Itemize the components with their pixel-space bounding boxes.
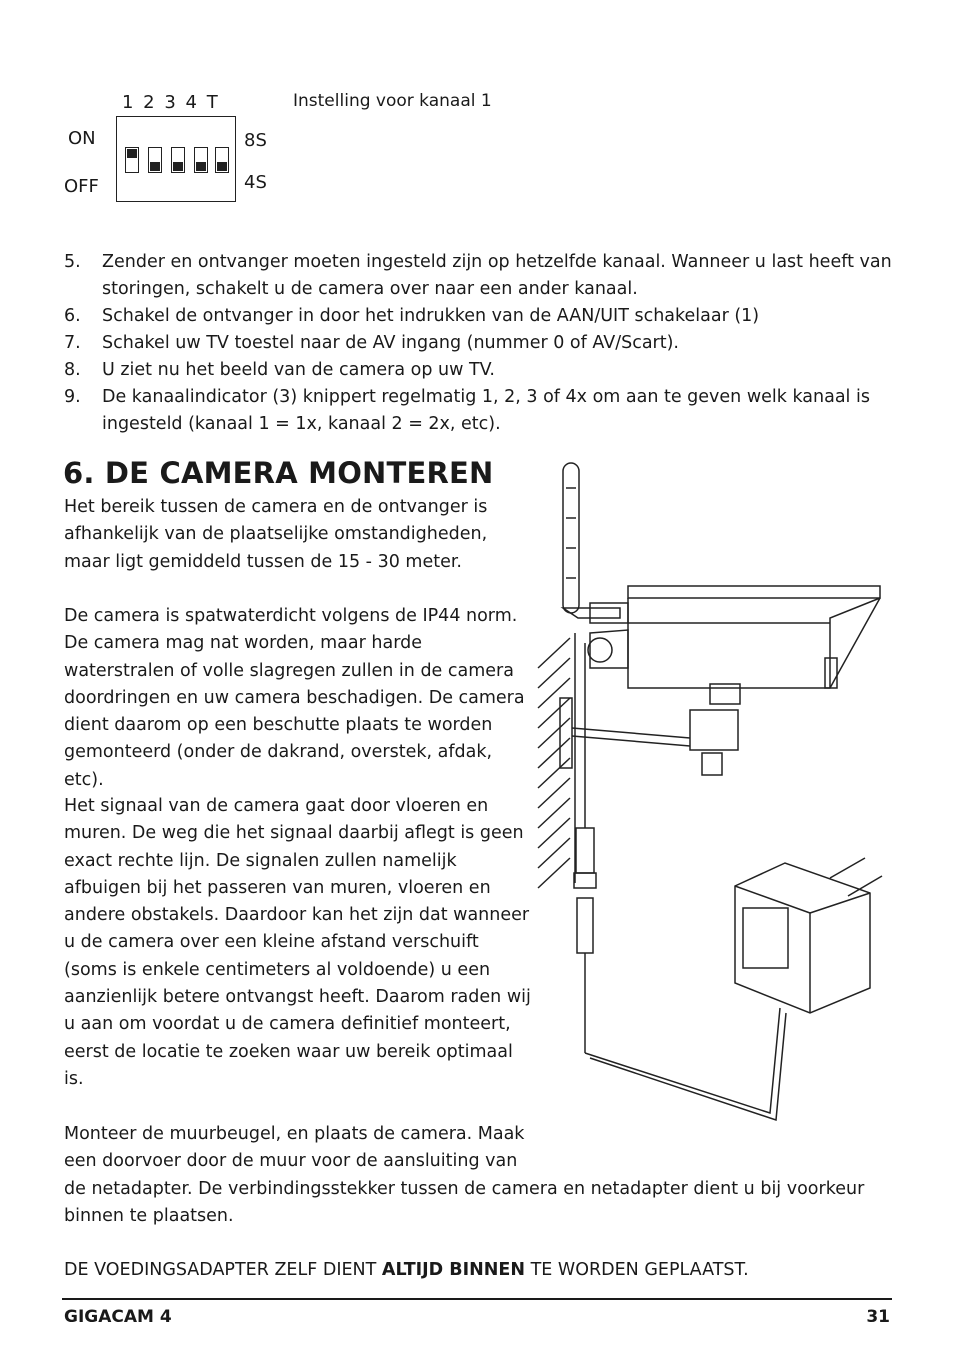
cable-gland (588, 630, 628, 668)
antenna (563, 463, 628, 623)
step-number: 8. (64, 360, 81, 380)
list-item (64, 303, 894, 330)
dip-switch-4 (194, 147, 208, 173)
list-item (64, 330, 894, 357)
step-text: Zender en ontvanger moeten ingesteld zijn op hetzelfde kanaal. Wanneer u last heeft van storingen, schakelt u de camera over naar een ander kanaal. (102, 252, 892, 299)
dip-caption: Instelling voor kanaal 1 (293, 91, 492, 111)
footer-product-name: GIGACAM 4 (64, 1307, 172, 1327)
adapter-warning-bold: ALTIJD BINNEN (381, 1260, 526, 1280)
step-number: 6. (64, 306, 81, 326)
dip-switch-2 (148, 147, 162, 173)
adapter-warning (64, 1257, 894, 1284)
step-number: 7. (64, 333, 81, 353)
list-item (64, 249, 894, 303)
step-number: 9. (64, 387, 81, 407)
step-text: De kanaalindicator (3) knippert regelmatig 1, 2, 3 of 4x om aan te geven welk kanaal is ingesteld (kanaal 1 = 1x, kanaal 2 = 2x, etc). (102, 387, 870, 434)
paragraph-waterproof: De camera is spatwaterdicht volgens de IP44 norm. De camera mag nat worden, maar harde waterstralen of volle slagregen zullen in de camera doordringen en uw camera beschadigen. De camera dient daarom op een beschutte plaats te worden gemonteerd (onder de dakrand, overstek, afdak, etc). (64, 606, 525, 790)
dip-switch-numbers: 1 2 3 4 T (122, 92, 220, 113)
dip-off-label: OFF (64, 176, 99, 197)
dip-switch-diagram (60, 88, 290, 218)
footer-divider (62, 1298, 892, 1300)
dip-switch-3 (171, 147, 185, 173)
dip-8s-label: 8S (244, 130, 267, 151)
power-cable (585, 1008, 786, 1120)
dip-on-label: ON (68, 128, 96, 149)
list-item (64, 357, 894, 384)
list-item (64, 384, 894, 438)
paragraph-mounting-part-b: de netadapter. De verbindingsstekker tussen de camera en netadapter dient u bij voorkeur binnen te plaatsen. (64, 1178, 865, 1226)
section-title: 6. DE CAMERA MONTEREN (63, 456, 494, 490)
wall-bracket (560, 684, 740, 775)
adapter-warning-pre: DE VOEDINGSADAPTER ZELF DIENT (64, 1260, 382, 1280)
dip-switch-box (116, 116, 236, 202)
step-number: 5. (64, 252, 81, 272)
steps-list (64, 249, 894, 438)
paragraph-range: Het bereik tussen de camera en de ontvanger is afhankelijk van de plaatselijke omstandigheden, maar ligt gemiddeld tussen de 15 - 30 meter. (64, 497, 488, 572)
camera-housing (628, 586, 880, 688)
connector-plug (574, 643, 596, 1053)
dip-4s-label: 4S (244, 172, 267, 193)
wall-hatching (538, 633, 575, 888)
step-text: U ziet nu het beeld van de camera op uw TV. (102, 360, 495, 380)
step-text: Schakel de ontvanger in door het indrukken van de AAN/UIT schakelaar (1) (102, 306, 760, 326)
dip-switch-1 (125, 147, 139, 173)
camera-mount-illustration (530, 458, 890, 1163)
dip-switch-t (215, 147, 229, 173)
step-text: Schakel uw TV toestel naar de AV ingang (nummer 0 of AV/Scart). (102, 333, 679, 353)
footer-page-number: 31 (866, 1307, 890, 1327)
paragraph-mounting-part-a: Monteer de muurbeugel, en plaats de camera. Maak een doorvoer door de muur voor de aansluiting van (64, 1124, 525, 1172)
adapter-warning-post: TE WORDEN GEPLAATST. (525, 1260, 749, 1280)
power-adapter (735, 858, 882, 1013)
paragraph-signal: Het signaal van de camera gaat door vloeren en muren. De weg die het signaal daarbij aflegt is geen exact rechte lijn. De signalen zullen namelijk afbuigen bij het passeren van muren, vloeren en andere obstakels. Daardoor kan het zijn dat wanneer u de camera over een kleine afstand verschuift (soms is enkele centimeters al voldoende) u een aanzienlijk betere ontvangst heeft. Daarom raden wij u aan om voordat u de camera definitief monteert, eerst de locatie te zoeken waar uw bereik optimaal is. (64, 796, 531, 1089)
